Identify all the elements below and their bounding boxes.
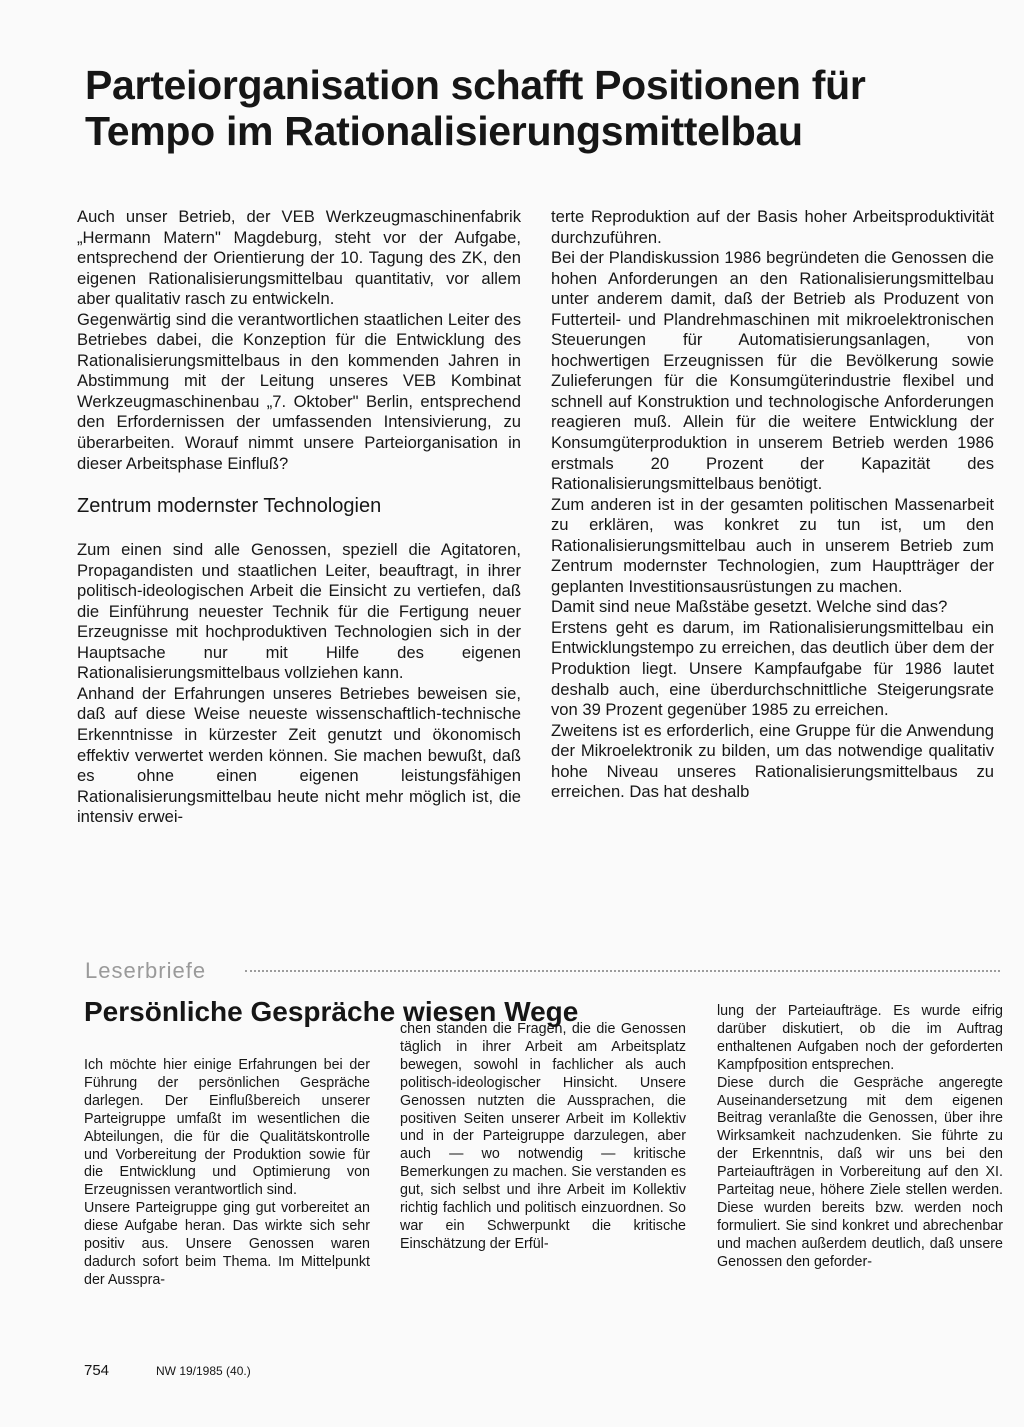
- section-divider: [245, 970, 1000, 974]
- subheading: Zentrum modernster Technologien: [77, 495, 382, 518]
- paragraph: Unsere Parteigruppe ging gut vorbereitet an diese Aufgabe heran. Das wirkte sich sehr positiv aus. Unsere Genossen waren dadurch sofort beim Thema. Im Mittelpunkt der Ausspra-: [84, 1200, 370, 1288]
- paragraph: Damit sind neue Maßstäbe gesetzt. Welche sind das?: [551, 597, 948, 617]
- paragraph: terte Reproduktion auf der Basis hoher Arbeitsproduktivität durchzuführen.: [551, 207, 994, 247]
- article-headline: Parteiorganisation schafft Positionen für Tempo im Rationalisierungsmittelbau: [85, 62, 866, 154]
- paragraph: Bei der Plandiskussion 1986 begründeten die Genossen die hohen Anforderungen an den Rationalisierungsmittelbau unter anderem damit, daß der Betrieb als Produzent von Futterteil- und Plandrehmaschinen mit mikroelektronischen Steuerungen für Automatisierungsanlagen, von hochwertigen Erzeugnissen für die Bevölkerung sowie Zulieferungen für die Konsumgüterindustrie flexibel und schnell auf Konstruktion und technologische Anforderungen reagieren muß. Allein für die weitere Entwicklung der Konsumgüterproduktion in unserem Betrieb werden 1986 erstmals 20 Prozent der Kapazität des Rationalisierungsmittelbaus benötigt.: [551, 248, 994, 494]
- letter-headline: Persönliche Gespräche wiesen Wege: [84, 996, 579, 1027]
- article-left-column: [77, 207, 521, 828]
- paragraph: Erstens geht es darum, im Rationalisierungsmittelbau ein Entwicklungstempo zu erreichen, das deutlich über dem der Produktion liegt. Unsere Kampfaufgabe für 1986 lautet deshalb auch, eine überdurchschnittliche Steigerungsrate von 39 Prozent gegenüber 1985 zu erreichen.: [551, 617, 994, 720]
- paragraph: lung der Parteiaufträge. Es wurde eifrig darüber diskutiert, ob die im Auftrag enthaltenen Aufgaben noch der geforderten Kampfposition entsprechen.: [717, 1003, 1003, 1073]
- paragraph: Zweitens ist es erforderlich, eine Gruppe für die Anwendung der Mikroelektronik zu bilden, um das notwendige qualitativ hohe Niveau unseres Rationalisierungsmittelbaus zu erreichen. Das hat deshalb: [551, 720, 994, 802]
- page-number: 754: [84, 1362, 110, 1379]
- paragraph: Ich möchte hier einige Erfahrungen bei der Führung der persönlichen Gespräche darlegen. Der Einflußbereich unserer Parteigruppe umfaßt im wesentlichen die Abteilungen, die für die Qualitätskontrolle und Vorbereitung der Produktion sowie für die Entwicklung und Optimierung von Erzeugnissen verantwortlich sind.: [84, 1057, 370, 1199]
- section-label: Leserbriefe: [85, 958, 207, 983]
- paragraph: Auch unser Betrieb, der VEB Werkzeugmaschinenfabrik „Hermann Matern" Magdeburg, steht vor der Aufgabe, entsprechend der Orientierung der 10. Tagung des ZK, den eigenen Rationalisierungsmittelbau quantitativ, vor allem aber qualitativ rasch zu entwickeln.: [77, 207, 521, 309]
- article-right-column: [551, 207, 994, 803]
- paragraph: Gegenwärtig sind die verantwortlichen staatlichen Leiter des Betriebes dabei, die Konzeption für die Entwicklung des Rationalisierungsmittelbaus in den kommenden Jahren in Abstimmung mit der Leitung unseres VEB Kombinat Werkzeugmaschinenbau „7. Oktober" Berlin, entsprechend den Erfordernissen der umfassenden Intensivierung, zu überarbeiten. Worauf nimmt unsere Parteiorganisation in dieser Arbeitsphase Einfluß?: [77, 309, 521, 473]
- paragraph: Zum einen sind alle Genossen, speziell die Agitatoren, Propagandisten und staatlichen Leiter, beauftragt, in ihrer politisch-ideologischen Arbeit die Einsicht zu vertiefen, daß die Einführung neuester Technik für die Fertigung neuer Erzeugnisse mit hochproduktiven Technologien sich in der Hauptsache nur mit Hilfe des eigenen Rationalisierungsmittelbaus vollziehen kann.: [77, 540, 521, 683]
- paragraph: Anhand der Erfahrungen unseres Betriebes beweisen sie, daß auf diese Weise neueste wissenschaftlich-technische Erkenntnisse in kürzester Zeit genutzt und ökonomisch effektiv verwertet werden können. Sie machen bewußt, daß es ohne einen eigenen leistungsfähigen Rationalisierungsmittelbau heute nicht mehr möglich ist, die intensiv erwei-: [77, 683, 521, 827]
- letter-column-2: [400, 1021, 686, 1254]
- section-header: [85, 958, 1000, 984]
- paragraph: chen standen die Fragen, die die Genossen täglich in ihrer Arbeit am Arbeitsplatz bewegen, sowohl in fachlicher als auch politisch-ideologischer Hinsicht. Unsere Genossen nutzten die Aussprachen, die positiven Seiten unserer Arbeit im Kollektiv und in der Parteigruppe darzulegen, aber auch — wo notwendig — kritische Bemerkungen zu machen. Sie verstanden es gut, sich selbst und ihre Arbeit im Kollektiv richtig fachlich und politisch einzuordnen. So war ein Schwerpunkt die kritische Einschätzung der Erfül-: [400, 1021, 686, 1252]
- letter-column-3: [717, 1003, 1003, 1272]
- paragraph: Zum anderen ist in der gesamten politischen Massenarbeit zu erklären, was konkret zu tun ist, um den Rationalisierungsmittelbau auch in unserem Betrieb zum Zentrum modernster Technologien, zum Hauptträger der geplanten Investitionsausrüstungen zu machen.: [551, 494, 994, 596]
- paragraph: Diese durch die Gespräche angeregte Auseinandersetzung mit dem eigenen Beitrag veranlaßte die Genossen, über ihre Wirksamkeit nachzudenken. Sie führte zu der Erkenntnis, daß wir uns bei den Parteiaufträgen in Vorbereitung auf den XI. Parteitag neue, höhere Ziele stellen werden. Diese wurden bereits bzw. werden noch formuliert. Sie sind konkret und abrechenbar und machen außerdem deutlich, daß unsere Genossen den geforder-: [717, 1074, 1003, 1270]
- letter-column-1: [84, 1057, 370, 1290]
- issue-reference: NW 19/1985 (40.): [156, 1364, 251, 1378]
